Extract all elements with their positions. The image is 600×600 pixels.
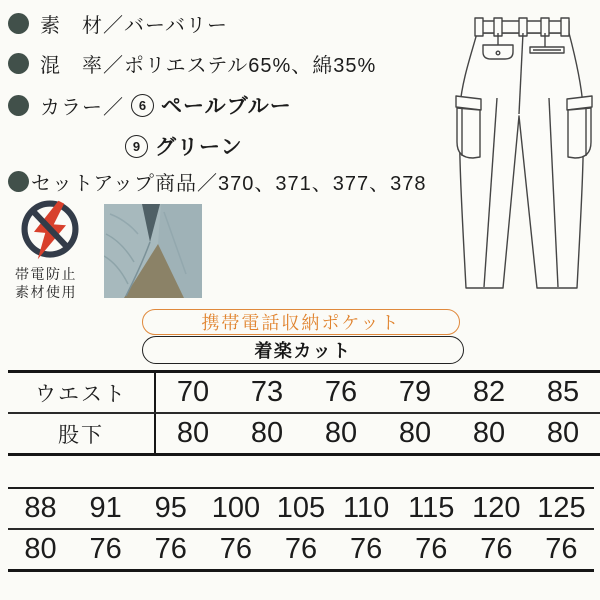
spec-row-blend xyxy=(8,49,376,78)
table-cell: 85 xyxy=(546,376,580,408)
spec-row-material xyxy=(8,9,228,38)
table-cell: 115 xyxy=(408,492,455,524)
table-cell: 110 xyxy=(342,492,390,524)
antistatic-icon xyxy=(16,197,84,263)
bullet-icon xyxy=(8,171,29,192)
table-cell: 95 xyxy=(154,492,187,524)
spec-row-setup xyxy=(8,167,426,196)
material-value: バーバリー xyxy=(124,15,228,37)
bullet-icon xyxy=(8,95,29,116)
slash-separator: ／ xyxy=(103,96,124,119)
table-cell: 80 xyxy=(250,417,284,449)
table-cell: 91 xyxy=(89,492,122,524)
table-cell: 120 xyxy=(472,492,521,524)
fabric-photo xyxy=(104,204,202,298)
waist-values xyxy=(156,373,600,412)
table-cell: 80 xyxy=(472,417,506,449)
kiraku-cut-badge-label: 着楽カット xyxy=(254,341,352,361)
table-cell: 76 xyxy=(324,376,358,408)
table-cell: 76 xyxy=(545,533,578,565)
table-cell: 80 xyxy=(176,417,210,449)
table-cell: 76 xyxy=(89,533,122,565)
blend-label: 混 率 xyxy=(40,55,103,77)
setup-value: 370、371、377、378 xyxy=(218,173,427,195)
table-cell: 76 xyxy=(219,533,253,565)
table-cell: 82 xyxy=(472,376,506,408)
table-cell: 79 xyxy=(398,376,432,408)
row-header-inseam: 股下 xyxy=(8,414,156,453)
slash-separator: ／ xyxy=(197,173,218,195)
kiraku-cut-badge xyxy=(142,336,464,364)
table-cell: 80 xyxy=(324,417,358,449)
table-row-waist xyxy=(8,373,600,412)
table-row-waist-ext xyxy=(8,489,594,528)
spec-row-color xyxy=(8,90,292,120)
table-cell: 80 xyxy=(546,417,580,449)
color-name: グリーン xyxy=(155,136,243,159)
size-table-extension xyxy=(8,487,594,572)
table-cell: 76 xyxy=(349,533,383,565)
setup-label: セットアップ商品 xyxy=(31,173,197,195)
color-name: ペールブルー xyxy=(161,95,292,118)
table-cell: 76 xyxy=(154,533,187,565)
size-table xyxy=(8,370,600,456)
bullet-icon xyxy=(8,13,29,34)
table-cell: 100 xyxy=(211,492,261,524)
slash-separator: ／ xyxy=(103,55,124,77)
blend-value: ポリエステル65%、綿35% xyxy=(124,55,377,77)
spec-row-color2 xyxy=(118,131,243,161)
table-row-inseam-ext xyxy=(8,528,594,569)
inseam-values xyxy=(156,414,600,453)
color-number-badge: 9 xyxy=(125,135,148,158)
color-label: カラー xyxy=(40,96,103,119)
table-cell: 70 xyxy=(176,376,210,408)
antistatic-mark xyxy=(12,197,88,301)
bullet-icon xyxy=(8,53,29,74)
table-cell: 80 xyxy=(24,533,57,565)
table-cell: 73 xyxy=(250,376,284,408)
material-label: 素 材 xyxy=(40,15,103,37)
table-cell: 125 xyxy=(537,492,586,524)
phone-pocket-badge-label: 携帯電話収納ポケット xyxy=(201,313,401,333)
table-cell: 105 xyxy=(276,492,326,524)
table-cell: 88 xyxy=(24,492,57,524)
pants-illustration xyxy=(450,10,598,292)
slash-separator: ／ xyxy=(103,15,124,37)
row-header-waist: ウエスト xyxy=(8,373,156,412)
table-cell: 80 xyxy=(398,417,432,449)
table-cell: 76 xyxy=(415,533,448,565)
table-cell: 76 xyxy=(480,533,513,565)
antistatic-caption-line2: 素材使用 xyxy=(15,284,77,300)
table-cell: 76 xyxy=(284,533,318,565)
color-number-badge: 6 xyxy=(131,94,154,117)
table-row-inseam xyxy=(8,412,600,453)
phone-pocket-badge xyxy=(142,309,460,335)
antistatic-caption-line1: 帯電防止 xyxy=(15,266,77,282)
